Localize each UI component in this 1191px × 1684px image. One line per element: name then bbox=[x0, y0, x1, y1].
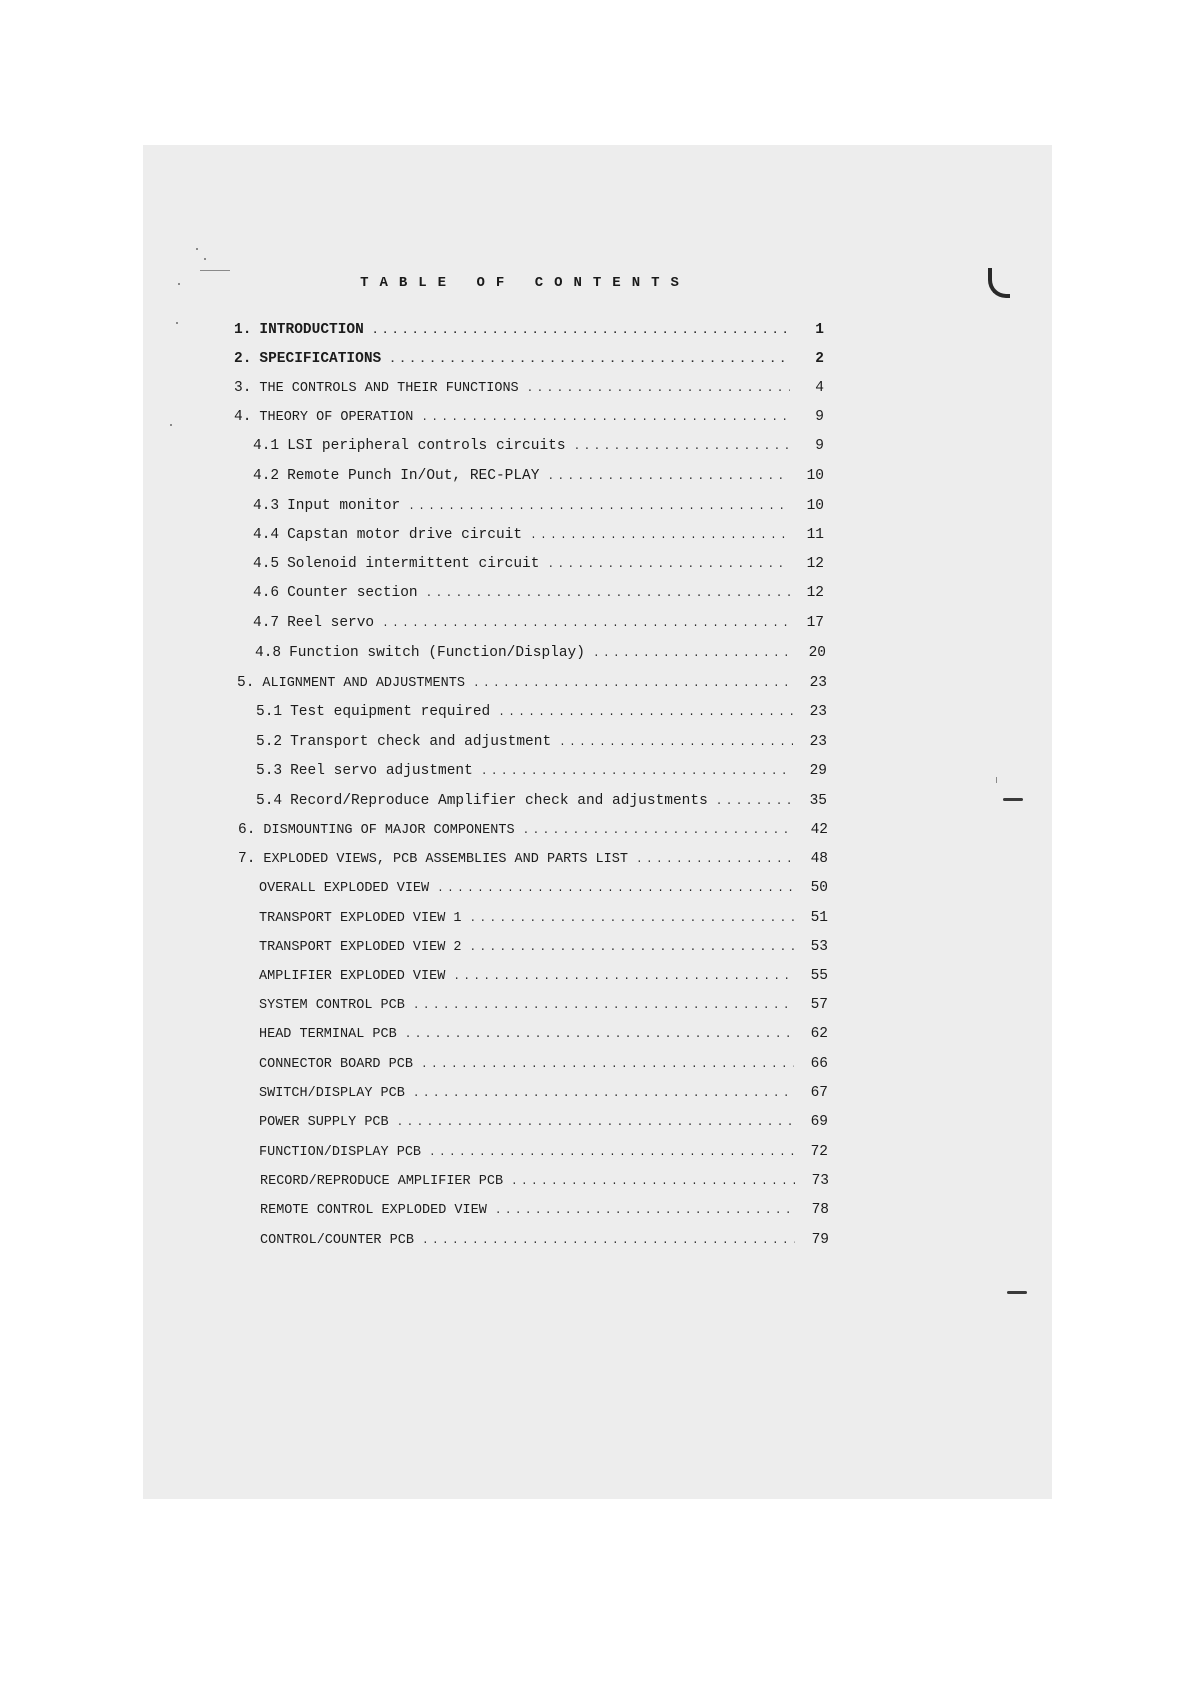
toc-entry bbox=[234, 351, 824, 373]
toc-entry-number: 3. bbox=[234, 380, 252, 396]
toc-entry-label: THEORY OF OPERATION bbox=[259, 410, 414, 425]
scan-artifact-dash bbox=[1003, 798, 1023, 801]
toc-entry bbox=[256, 704, 827, 726]
toc-entry bbox=[234, 322, 824, 344]
leader-dots bbox=[574, 438, 790, 454]
leader-dots bbox=[636, 851, 794, 867]
toc-entry bbox=[253, 498, 824, 520]
toc-entry-page: 72 bbox=[810, 1144, 828, 1160]
toc-entry bbox=[256, 763, 827, 785]
toc-entry-page: 55 bbox=[810, 968, 828, 984]
toc-entry-page: 12 bbox=[806, 556, 824, 572]
toc-entry-page: 12 bbox=[806, 585, 824, 601]
toc-entry-label: Reel servo adjustment bbox=[290, 763, 473, 779]
toc-entry-label: EXPLODED VIEWS, PCB ASSEMBLIES AND PARTS LIST bbox=[263, 852, 628, 867]
leader-dots bbox=[422, 1232, 795, 1248]
leader-dots bbox=[421, 409, 790, 425]
toc-entry-page: 23 bbox=[809, 734, 827, 750]
toc-entry-page: 9 bbox=[815, 438, 824, 454]
toc-entry-label: DISMOUNTING OF MAJOR COMPONENTS bbox=[263, 823, 515, 838]
leader-dots bbox=[593, 645, 792, 661]
toc-entry-page: 1 bbox=[815, 322, 824, 338]
toc-entry-label: SWITCH/DISPLAY PCB bbox=[259, 1086, 405, 1101]
toc-entry-page: 23 bbox=[809, 675, 827, 691]
toc-entry-label: POWER SUPPLY PCB bbox=[259, 1115, 389, 1130]
leader-dots bbox=[530, 527, 790, 543]
toc-entry bbox=[238, 822, 828, 844]
toc-entry-label: TRANSPORT EXPLODED VIEW 2 bbox=[259, 940, 462, 955]
toc-entry-number: 5. bbox=[237, 675, 255, 691]
toc-entry-label: OVERALL EXPLODED VIEW bbox=[259, 881, 430, 896]
toc-entry-number: 4.1 bbox=[253, 438, 280, 454]
toc-entry-label: SPECIFICATIONS bbox=[259, 351, 382, 367]
toc-entry bbox=[260, 1232, 829, 1254]
leader-dots bbox=[453, 968, 794, 984]
toc-entry-page: 9 bbox=[815, 409, 824, 425]
leader-dots bbox=[481, 763, 793, 779]
toc-entry bbox=[260, 1173, 829, 1195]
toc-entry-page: 78 bbox=[811, 1202, 829, 1218]
toc-entry bbox=[255, 645, 826, 667]
toc-entry bbox=[259, 1056, 828, 1078]
scan-speck bbox=[196, 248, 198, 250]
toc-entry-number: 4.7 bbox=[253, 615, 280, 631]
toc-entry bbox=[260, 1202, 829, 1224]
toc-entry-number: 4.5 bbox=[253, 556, 280, 572]
toc-entry-page: 48 bbox=[810, 851, 828, 867]
toc-entry-page: 79 bbox=[811, 1232, 829, 1248]
leader-dots bbox=[547, 556, 790, 572]
toc-entry-label: SYSTEM CONTROL PCB bbox=[259, 998, 405, 1013]
leader-dots bbox=[559, 734, 793, 750]
toc-entry-number: 7. bbox=[238, 851, 256, 867]
scan-speck bbox=[200, 270, 230, 271]
leader-dots bbox=[473, 675, 793, 691]
scan-speck bbox=[176, 322, 178, 324]
toc-entry-page: 35 bbox=[809, 793, 827, 809]
toc-entry bbox=[259, 910, 828, 932]
toc-entry-number: 5.1 bbox=[256, 704, 283, 720]
leader-dots bbox=[527, 380, 790, 396]
leader-dots bbox=[421, 1056, 794, 1072]
toc-entry-label: Function switch (Function/Display) bbox=[289, 645, 585, 661]
toc-entry-label: HEAD TERMINAL PCB bbox=[259, 1027, 397, 1042]
toc-entry bbox=[253, 615, 824, 637]
toc-entry bbox=[259, 939, 828, 961]
leader-dots bbox=[429, 1144, 794, 1160]
toc-entry-page: 20 bbox=[808, 645, 826, 661]
toc-entry bbox=[259, 1026, 828, 1048]
toc-entry-page: 17 bbox=[806, 615, 824, 631]
toc-entry bbox=[259, 997, 828, 1019]
leader-dots bbox=[547, 468, 790, 484]
toc-entry bbox=[253, 556, 824, 578]
toc-entry-number: 2. bbox=[234, 351, 252, 367]
toc-entry-label: Test equipment required bbox=[290, 704, 491, 720]
scan-speck bbox=[170, 424, 172, 426]
toc-entry-number: 4.2 bbox=[253, 468, 280, 484]
toc-entry-page: 29 bbox=[809, 763, 827, 779]
toc-entry bbox=[259, 1114, 828, 1136]
toc-entry bbox=[253, 438, 824, 460]
toc-entry bbox=[256, 734, 827, 756]
leader-dots bbox=[495, 1202, 795, 1218]
toc-entry-label: Remote Punch In/Out, REC-PLAY bbox=[287, 468, 540, 484]
leader-dots bbox=[382, 615, 790, 631]
leader-dots bbox=[498, 704, 793, 720]
toc-entry-page: 73 bbox=[811, 1173, 829, 1189]
leader-dots bbox=[437, 880, 794, 896]
toc-entry-page: 23 bbox=[809, 704, 827, 720]
toc-entry-label: REMOTE CONTROL EXPLODED VIEW bbox=[260, 1203, 487, 1218]
toc-entry-label: Solenoid intermittent circuit bbox=[287, 556, 540, 572]
toc-entry-number: 4.4 bbox=[253, 527, 280, 543]
toc-entry bbox=[259, 1085, 828, 1107]
toc-entry-page: 66 bbox=[810, 1056, 828, 1072]
leader-dots bbox=[413, 997, 794, 1013]
toc-entry-page: 57 bbox=[810, 997, 828, 1013]
toc-entry-label: TRANSPORT EXPLODED VIEW 1 bbox=[259, 911, 462, 926]
toc-entry bbox=[259, 968, 828, 990]
toc-entry-page: 42 bbox=[810, 822, 828, 838]
toc-entry-number: 4.6 bbox=[253, 585, 280, 601]
toc-entry-page: 2 bbox=[815, 351, 824, 367]
leader-dots bbox=[405, 1026, 794, 1042]
toc-entry-page: 69 bbox=[810, 1114, 828, 1130]
scan-artifact-dash bbox=[1007, 1291, 1027, 1294]
toc-entry-label: Counter section bbox=[287, 585, 418, 601]
scan-speck bbox=[178, 283, 180, 285]
leader-dots bbox=[470, 910, 794, 926]
leader-dots bbox=[511, 1173, 795, 1189]
toc-entry-number: 4.3 bbox=[253, 498, 280, 514]
leader-dots bbox=[389, 351, 790, 367]
toc-entry-label: Capstan motor drive circuit bbox=[287, 527, 523, 543]
toc-entry-label: RECORD/REPRODUCE AMPLIFIER PCB bbox=[260, 1174, 504, 1189]
toc-entry-number: 1. bbox=[234, 322, 252, 338]
scan-speck bbox=[204, 258, 206, 260]
toc-entry-page: 67 bbox=[810, 1085, 828, 1101]
leader-dots bbox=[413, 1085, 794, 1101]
toc-entry-label: Transport check and adjustment bbox=[290, 734, 552, 750]
toc-entry-label: Reel servo bbox=[287, 615, 375, 631]
toc-entry-label: Input monitor bbox=[287, 498, 401, 514]
toc-entry bbox=[253, 585, 824, 607]
leader-dots bbox=[408, 498, 790, 514]
leader-dots bbox=[523, 822, 794, 838]
toc-entry-page: 11 bbox=[806, 527, 824, 543]
leader-dots bbox=[426, 585, 790, 601]
scan-speck bbox=[996, 777, 997, 783]
toc-entry-number: 5.4 bbox=[256, 793, 283, 809]
toc-entry-label: Record/Reproduce Amplifier check and adjustments bbox=[290, 793, 708, 809]
toc-entry bbox=[238, 851, 828, 873]
toc-entry-label: CONTROL/COUNTER PCB bbox=[260, 1233, 414, 1248]
toc-entry bbox=[253, 527, 824, 549]
toc-entry-label: INTRODUCTION bbox=[259, 322, 364, 338]
toc-entry-number: 5.2 bbox=[256, 734, 283, 750]
leader-dots bbox=[372, 322, 790, 338]
page-title: TABLE OF CONTENTS bbox=[360, 275, 690, 291]
toc-entry-page: 62 bbox=[810, 1026, 828, 1042]
toc-entry bbox=[259, 1144, 828, 1166]
toc-entry-label: FUNCTION/DISPLAY PCB bbox=[259, 1145, 422, 1160]
toc-entry-label: CONNECTOR BOARD PCB bbox=[259, 1057, 413, 1072]
toc-entry-label: AMPLIFIER EXPLODED VIEW bbox=[259, 969, 446, 984]
leader-dots bbox=[716, 793, 793, 809]
toc-entry-label: THE CONTROLS AND THEIR FUNCTIONS bbox=[259, 381, 519, 396]
toc-entry-page: 4 bbox=[815, 380, 824, 396]
toc-entry-number: 4.8 bbox=[255, 645, 282, 661]
leader-dots bbox=[397, 1114, 794, 1130]
toc-entry bbox=[253, 468, 824, 490]
toc-entry-page: 53 bbox=[810, 939, 828, 955]
toc-entry-page: 50 bbox=[810, 880, 828, 896]
toc-entry bbox=[237, 675, 827, 697]
toc-entry-label: LSI peripheral controls circuits bbox=[287, 438, 566, 454]
toc-entry-page: 10 bbox=[806, 498, 824, 514]
toc-entry-page: 51 bbox=[810, 910, 828, 926]
toc-entry bbox=[256, 793, 827, 815]
toc-entry bbox=[234, 409, 824, 431]
toc-entry-number: 6. bbox=[238, 822, 256, 838]
leader-dots bbox=[470, 939, 794, 955]
toc-entry-number: 5.3 bbox=[256, 763, 283, 779]
toc-entry-page: 10 bbox=[806, 468, 824, 484]
toc-entry bbox=[234, 380, 824, 402]
toc-entry-label: ALIGNMENT AND ADJUSTMENTS bbox=[262, 676, 465, 691]
toc-entry bbox=[259, 880, 828, 902]
toc-entry-number: 4. bbox=[234, 409, 252, 425]
